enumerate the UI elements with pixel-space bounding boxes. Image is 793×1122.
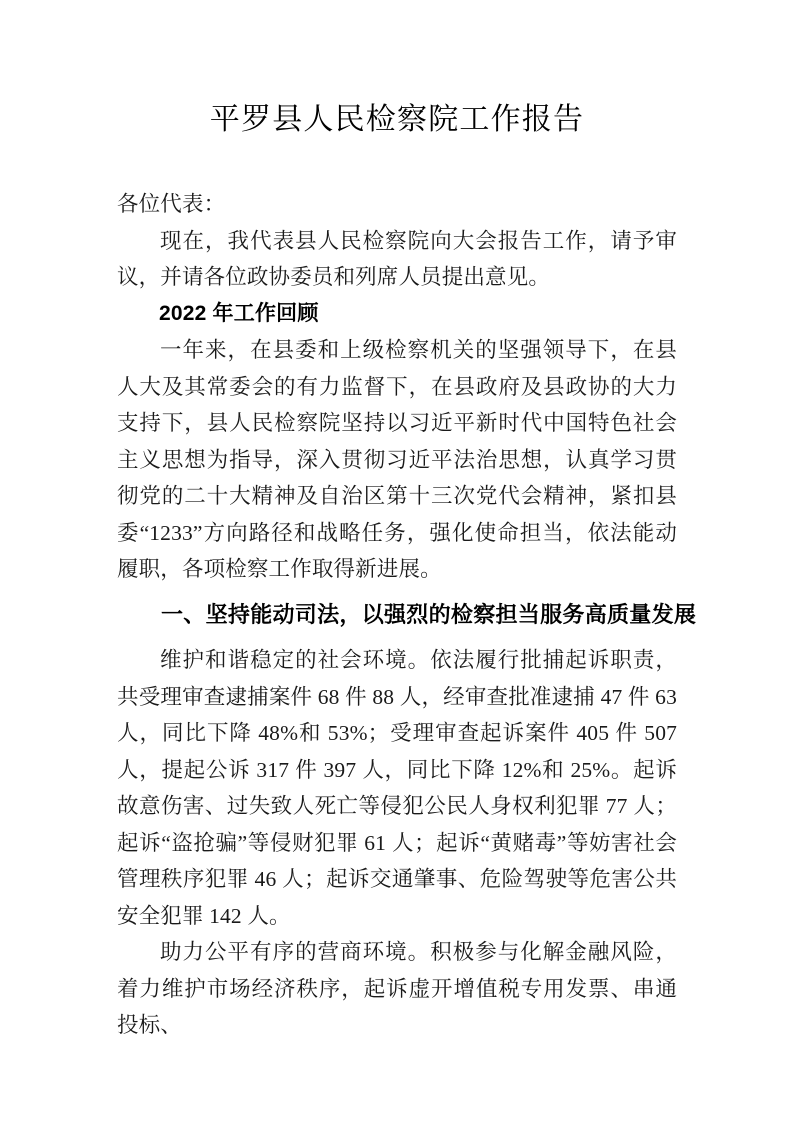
section-heading-one: 一、坚持能动司法，以强烈的检察担当服务高质量发展 [161, 601, 697, 627]
section-one-paragraph-2: 助力公平有序的营商环境。积极参与化解金融风险，着力维护市场经济秩序，起诉虚开增值税专用发票、串通投标、 [117, 940, 677, 1037]
salutation: 各位代表： [117, 192, 226, 216]
review-paragraph: 一年来，在县委和上级检察机关的坚强领导下，在县人大及其常委会的有力监督下，在县政府及县政协的大力支持下，县人民检察院坚持以习近平新时代中国特色社会主义思想为指导，深入贯彻习近平法治思想，认真学习贯彻党的二十大精神及自治区第十三次党代会精神，紧扣县委“1233”方向路径和战略任务，强化使命担当，依法能动履职，各项检察工作取得新进展。 [117, 338, 677, 581]
document-content-column [117, 0, 697, 1044]
opening-paragraph: 现在，我代表县人民检察院向大会报告工作，请予审议，并请各位政协委员和列席人员提出意见。 [117, 228, 677, 289]
subheading-2022-review: 2022 年工作回顾 [159, 301, 319, 325]
section-one-paragraph-1: 维护和谐稳定的社会环境。依法履行批捕起诉职责，共受理审查逮捕案件 68 件 88 人，经审查批准逮捕 47 件 63 人，同比下降 48%和 53%；受理审查起诉案件 405 件 507 人，提起公诉 317 件 397 人，同比下降 12%和 25%。起诉故意伤害、过失致人死亡等侵犯公民人身权利犯罪 77 人；起诉“盗抢骗”等侵财犯罪 61 人；起诉“黄赌毒”等妨害社会管理秩序犯罪 46 人；起诉交通肇事、危险驾驶等危害公共安全犯罪 142 人。 [117, 648, 677, 928]
title-body-spacer [117, 140, 677, 186]
section-heading-top-spacer [117, 588, 677, 597]
page-title: 平罗县人民检察院工作报告 [209, 103, 585, 136]
section-heading-bottom-spacer [117, 633, 677, 642]
